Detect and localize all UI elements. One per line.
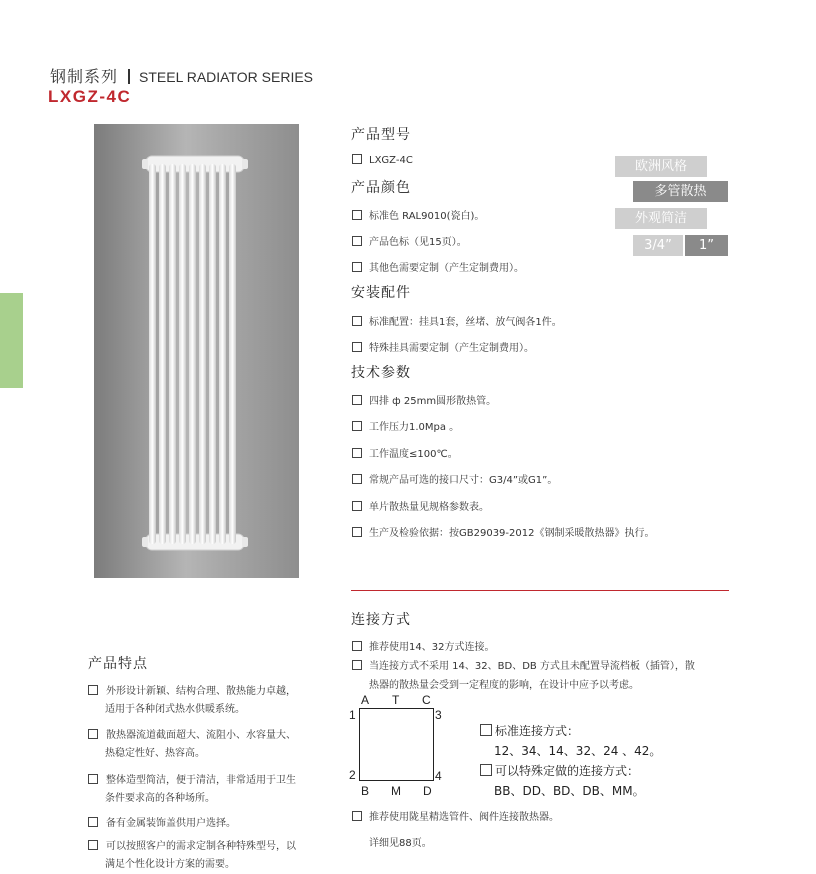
checkbox-icon	[88, 729, 98, 739]
connection-diagram	[348, 693, 448, 801]
page-reference-note: 详细见88页。	[369, 838, 432, 849]
list-item: 标准配置：挂具1套，丝堵、放气阀各1件。	[352, 313, 562, 328]
checkbox-icon	[88, 685, 98, 695]
custom-connection-values: BB、DD、BD、DB、MM。	[494, 784, 645, 798]
diagram-box	[359, 708, 434, 781]
checkbox-icon	[352, 811, 362, 821]
series-title-cn: 钢制系列	[50, 67, 119, 86]
diagram-label-c: C	[422, 693, 431, 707]
list-item: 其他色需要定制（产生定制费用）。	[352, 259, 524, 274]
list-item: 产品色标（见15页）。	[352, 233, 467, 248]
title-separator	[128, 69, 130, 84]
checkbox-icon	[480, 764, 492, 776]
connection-section-title: 连接方式	[351, 612, 411, 628]
checkbox-icon	[352, 210, 362, 220]
checkbox-icon	[88, 817, 98, 827]
checkbox-icon	[352, 342, 362, 352]
diagram-label-b: B	[361, 784, 370, 798]
side-tab	[0, 293, 23, 388]
diagram-label-d: D	[423, 784, 432, 798]
list-item: 工作压力1.0Mpa 。	[352, 418, 459, 433]
series-title-en: STEEL RADIATOR SERIES	[139, 69, 314, 85]
tag-multi-tube: 多管散热	[633, 181, 728, 202]
feature-item: 整体造型简洁，便于清洁，非常适用于卫生 条件要求高的各种场所。	[88, 772, 296, 808]
tag-size-1: 1”	[685, 235, 728, 256]
list-item: 四排 ф 25mm圆形散热管。	[352, 392, 496, 407]
list-item: 常规产品可选的接口尺寸：G3/4”或G1”。	[352, 471, 557, 486]
feature-item: 外形设计新颖、结构合理、散热能力卓越， 适用于各种闭式热水供暖系统。	[88, 683, 296, 719]
standard-connection-label: 标准连接方式：	[480, 722, 579, 739]
radiator-illustration	[94, 124, 299, 578]
checkbox-icon	[352, 316, 362, 326]
checkbox-icon	[88, 840, 98, 850]
model-section-title: 产品型号	[351, 127, 411, 143]
checkbox-icon	[352, 154, 362, 164]
standard-connection-values: 12、34、14、32、24 、42。	[494, 744, 662, 758]
checkbox-icon	[480, 724, 492, 736]
custom-connection-label: 可以特殊定做的连接方式：	[480, 762, 639, 779]
list-item: 推荐使用14、32方式连接。	[352, 638, 494, 653]
list-item: 推荐使用陇星精选管件、阀件连接散热器。	[352, 808, 559, 823]
series-title	[50, 64, 313, 87]
feature-item: 散热器流道截面超大、流阻小、水容量大、 热稳定性好、热容高。	[88, 727, 296, 763]
feature-item: 可以按照客户的需求定制各种特殊型号，以 满足个性化设计方案的需要。	[88, 838, 296, 874]
list-item: 标准色 RAL9010(瓷白)。	[352, 207, 484, 222]
list-item: 特殊挂具需要定制（产生定制费用）。	[352, 339, 534, 354]
checkbox-icon	[352, 395, 362, 405]
list-item: 工作温度≤100℃。	[352, 445, 458, 460]
tech-section-title: 技术参数	[351, 365, 411, 381]
features-section-title: 产品特点	[88, 656, 148, 672]
list-item: 单片散热量见规格参数表。	[352, 498, 489, 513]
color-section-title: 产品颜色	[351, 180, 411, 196]
tag-simple-look: 外观简洁	[615, 208, 707, 229]
checkbox-icon	[352, 474, 362, 484]
diagram-label-m: M	[391, 784, 401, 798]
checkbox-icon	[352, 262, 362, 272]
product-photo	[94, 124, 299, 578]
checkbox-icon	[88, 774, 98, 784]
checkbox-icon	[352, 660, 362, 670]
list-item: LXGZ-4C	[352, 154, 413, 166]
checkbox-icon	[352, 501, 362, 511]
list-item: 生产及检验依据：按GB29039-2012《钢制采暖散热器》执行。	[352, 524, 654, 539]
checkbox-icon	[352, 527, 362, 537]
checkbox-icon	[352, 236, 362, 246]
tag-european-style: 欧洲风格	[615, 156, 707, 177]
diagram-label-t: T	[392, 693, 400, 707]
diagram-label-2: 2	[349, 768, 356, 782]
checkbox-icon	[352, 448, 362, 458]
checkbox-icon	[352, 421, 362, 431]
diagram-label-3: 3	[435, 708, 442, 722]
list-item-continued: 热器的散热量会受到一定程度的影响，在设计中应予以考虑。	[369, 680, 639, 691]
section-divider	[351, 590, 729, 591]
diagram-label-4: 4	[435, 769, 442, 783]
tag-size-34: 3/4”	[633, 235, 683, 256]
diagram-label-a: A	[361, 693, 370, 707]
diagram-label-1: 1	[349, 708, 356, 722]
list-item: 当连接方式不采用 14、32、BD、DB 方式且未配置导流档板（插管），散	[352, 657, 695, 672]
model-code: LXGZ-4C	[48, 87, 132, 106]
feature-item: 备有金属装饰盖供用户选择。	[88, 815, 236, 833]
checkbox-icon	[352, 641, 362, 651]
fitting-section-title: 安装配件	[351, 285, 411, 301]
